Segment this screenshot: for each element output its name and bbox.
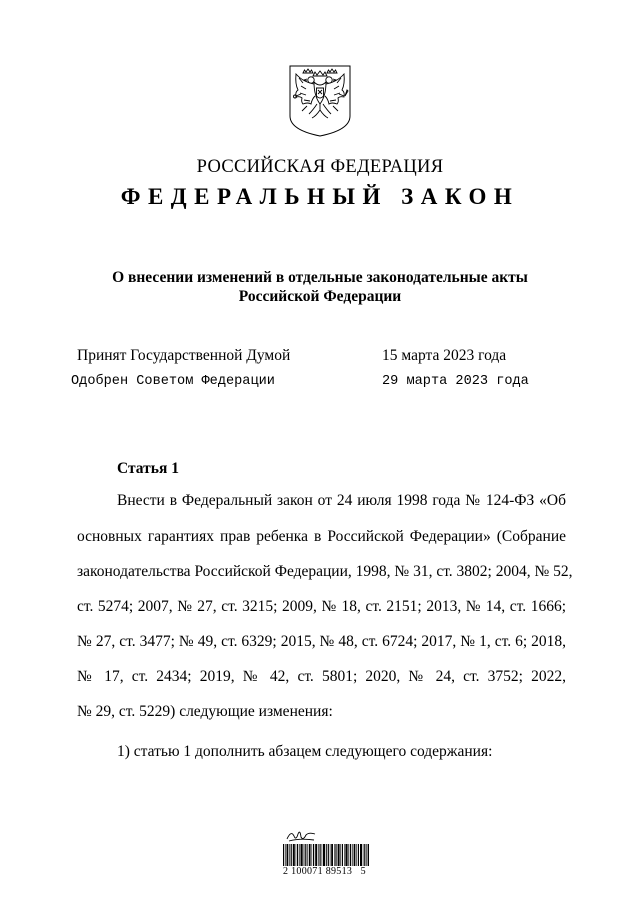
- adopted-by-label: Принят Государственной Думой: [77, 347, 291, 364]
- article-text-line: основных гарантиях прав ребенка в Российской Федерации» (Собрание: [77, 528, 566, 545]
- adopted-date: 15 марта 2023 года: [382, 347, 507, 364]
- article-heading: Статья 1: [117, 460, 179, 477]
- article-text-line: № 29, ст. 5229) следующие изменения:: [77, 703, 333, 720]
- article-text-line: ст. 5274; 2007, № 27, ст. 3215; 2009, № 18, ст. 2151; 2013, № 14, ст. 1666;: [77, 598, 566, 615]
- barcode-number: 2 100071 89513 5: [283, 866, 366, 877]
- document-type: ФЕДЕРАЛЬНЫЙ ЗАКОН: [120, 184, 520, 209]
- article-text-line: № 27, ст. 3477; № 49, ст. 6329; 2015, № 48, ст. 6724; 2017, № 1, ст. 6; 2018,: [77, 633, 566, 650]
- law-title: [60, 268, 580, 306]
- coat-of-arms-emblem-icon: [287, 64, 353, 138]
- country-name: РОССИЙСКАЯ ФЕДЕРАЦИЯ: [196, 157, 444, 177]
- signature-icon: [285, 828, 317, 844]
- article-text-line: законодательства Российской Федерации, 1998, № 31, ст. 3802; 2004, № 52,: [77, 563, 573, 580]
- approved-date: 29 марта 2023 года: [382, 374, 529, 389]
- law-title-line: О внесении изменений в отдельные законодательные акты: [112, 269, 528, 286]
- article-text-line: № 17, ст. 2434; 2019, № 42, ст. 5801; 2020, № 24, ст. 3752; 2022,: [77, 668, 566, 685]
- approved-by-label: Одобрен Советом Федерации: [71, 374, 275, 389]
- barcode-icon: [283, 844, 369, 866]
- article-text-line: Внести в Федеральный закон от 24 июля 1998 года № 124-ФЗ «Об: [117, 492, 566, 509]
- article-item: 1) статью 1 дополнить абзацем следующего содержания:: [117, 743, 493, 760]
- law-title-line: Российской Федерации: [238, 288, 402, 305]
